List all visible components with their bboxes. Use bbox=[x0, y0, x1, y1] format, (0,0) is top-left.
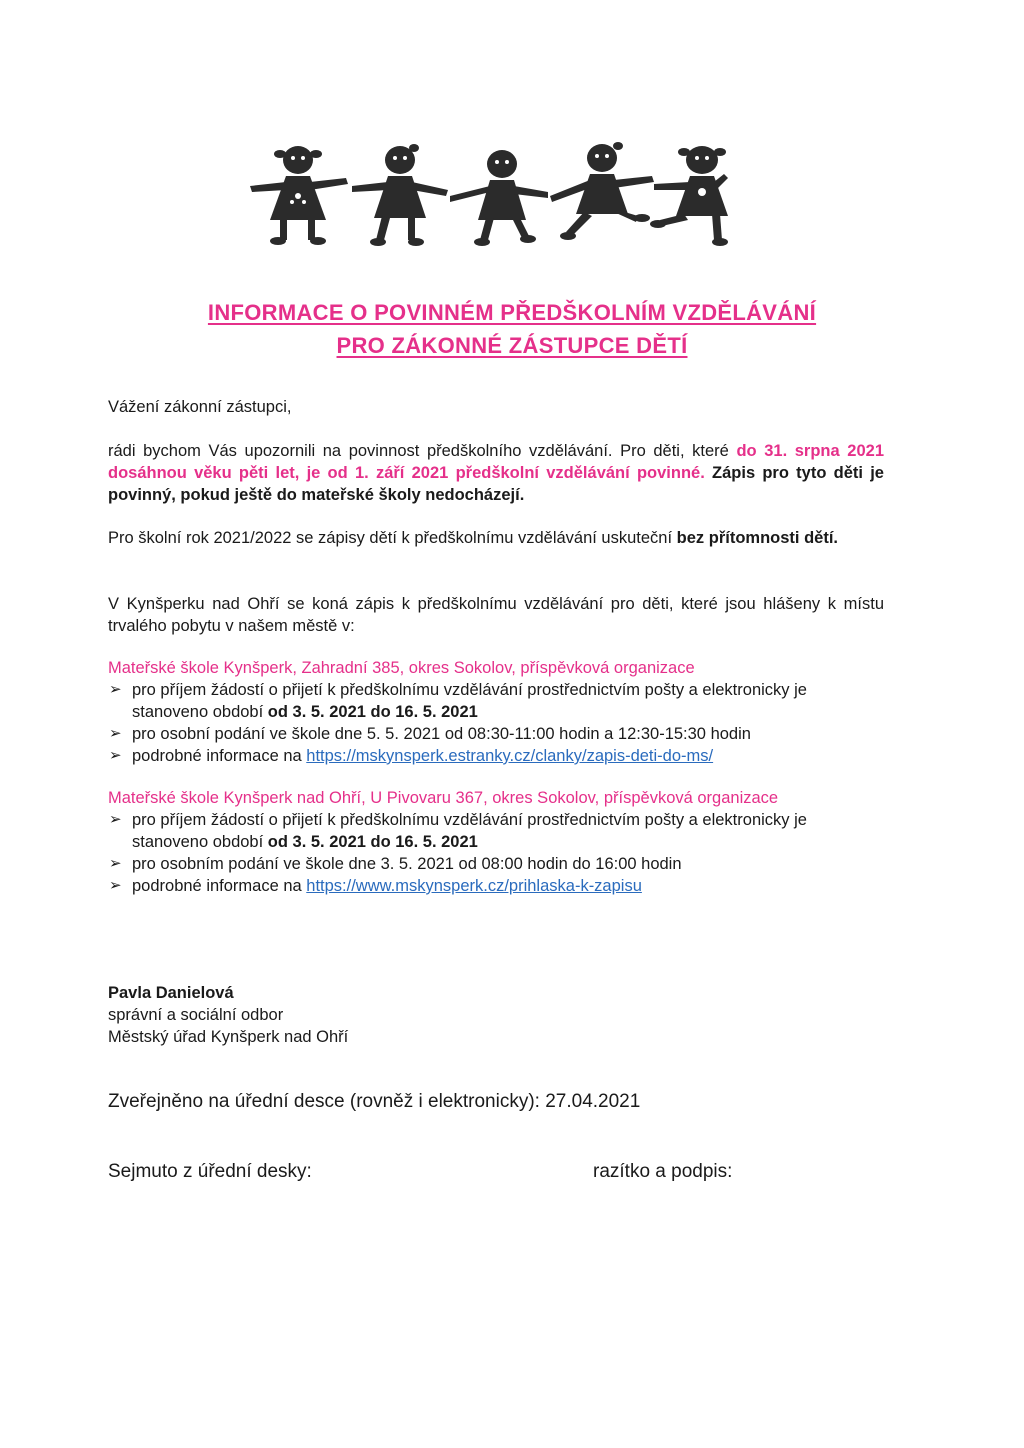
list-item-text: podrobné informace na bbox=[132, 877, 307, 895]
child-figure bbox=[650, 146, 728, 246]
arrow-right-icon: ➢ bbox=[109, 877, 122, 894]
child-figure bbox=[450, 150, 548, 246]
school-bullet-list bbox=[108, 679, 884, 767]
signatory-office: Městský úřad Kynšperk nad Ohří bbox=[108, 1028, 349, 1046]
document-title-line2: PRO ZÁKONNÉ ZÁSTUPCE DĚTÍ bbox=[336, 333, 688, 358]
arrow-right-icon: ➢ bbox=[109, 747, 122, 764]
school-heading: Mateřské škole Kynšperk, Zahradní 385, okres Sokolov, příspěvková organizace bbox=[108, 659, 695, 677]
school-link[interactable]: https://www.mskynsperk.cz/prihlaska-k-zapisu bbox=[306, 877, 642, 895]
arrow-right-icon: ➢ bbox=[109, 811, 122, 828]
arrow-right-icon: ➢ bbox=[109, 681, 122, 698]
published-notice: Zveřejněno na úřední desce (rovněž i elektronicky): 27.04.2021 bbox=[108, 1091, 641, 1112]
list-item bbox=[108, 745, 884, 767]
arrow-right-icon: ➢ bbox=[109, 725, 122, 742]
signatory-department: správní a sociální odbor bbox=[108, 1006, 284, 1024]
child-figure bbox=[352, 144, 448, 246]
child-figure bbox=[550, 142, 654, 240]
date-range: od 3. 5. 2021 do 16. 5. 2021 bbox=[267, 703, 478, 721]
paragraph-obligation-text: rádi bychom Vás upozornili na povinnost předškolního vzdělávání. Pro děti, které bbox=[108, 442, 737, 460]
school-heading: Mateřské škole Kynšperk nad Ohří, U Pivovaru 367, okres Sokolov, příspěvková organizace bbox=[108, 789, 779, 807]
list-item bbox=[108, 679, 884, 723]
signature-block bbox=[108, 982, 884, 1048]
signatory-name: Pavla Danielová bbox=[108, 984, 234, 1002]
list-item-text: podrobné informace na bbox=[132, 747, 307, 765]
list-item-text: pro příjem žádostí o přijetí k předškolnímu vzdělávání prostřednictvím pošty a elektronicky je stanoveno období bbox=[132, 681, 807, 721]
obligation-highlight: do 31. srpna 2021 dosáhnou věku pěti let, je od 1. září 2021 předškolní vzdělávání povinné. bbox=[108, 442, 884, 482]
list-item bbox=[108, 723, 884, 745]
greeting: Vážení zákonní zástupci, bbox=[108, 398, 292, 416]
paragraph-no-children bbox=[108, 527, 884, 549]
list-item bbox=[108, 809, 884, 853]
list-item bbox=[108, 853, 884, 875]
paragraph-obligation bbox=[108, 440, 884, 506]
list-item-text: pro osobním podání ve škole dne 3. 5. 2021 od 08:00 hodin do 16:00 hodin bbox=[132, 855, 682, 873]
list-item-text: pro osobní podání ve škole dne 5. 5. 2021 od 08:30-11:00 hodin a 12:30-15:30 hodin bbox=[132, 725, 751, 743]
paragraph-location: V Kynšperku nad Ohří se koná zápis k předškolnímu vzdělávání pro děti, které jsou hlášeny k místu trvalého pobytu v našem městě v: bbox=[108, 595, 884, 635]
school-bullet-list bbox=[108, 809, 884, 897]
school-section-2 bbox=[108, 787, 884, 897]
stamp-signature-label: razítko a podpis: bbox=[593, 1161, 733, 1182]
date-range: od 3. 5. 2021 do 16. 5. 2021 bbox=[267, 833, 478, 851]
no-children-bold: bez přítomnosti dětí. bbox=[676, 529, 838, 547]
paragraph-no-children-text: Pro školní rok 2021/2022 se zápisy dětí k předškolnímu vzdělávání uskuteční bbox=[108, 529, 677, 547]
arrow-right-icon: ➢ bbox=[109, 855, 122, 872]
list-item-text: pro příjem žádostí o přijetí k předškolnímu vzdělávání prostřednictvím pošty a elektronicky je stanoveno období bbox=[132, 811, 807, 851]
obligation-bold: Zápis pro tyto děti je povinný, pokud ještě do mateřské školy nedocházejí. bbox=[108, 464, 884, 504]
children-silhouettes-image bbox=[240, 140, 780, 250]
school-link[interactable]: https://mskynsperk.estranky.cz/clanky/zapis-deti-do-ms/ bbox=[306, 747, 714, 765]
school-section-1 bbox=[108, 657, 884, 767]
removed-notice: Sejmuto z úřední desky: bbox=[108, 1161, 312, 1182]
list-item bbox=[108, 875, 884, 897]
document-title-line1: INFORMACE O POVINNÉM PŘEDŠKOLNÍM VZDĚLÁVÁNÍ bbox=[207, 300, 817, 325]
